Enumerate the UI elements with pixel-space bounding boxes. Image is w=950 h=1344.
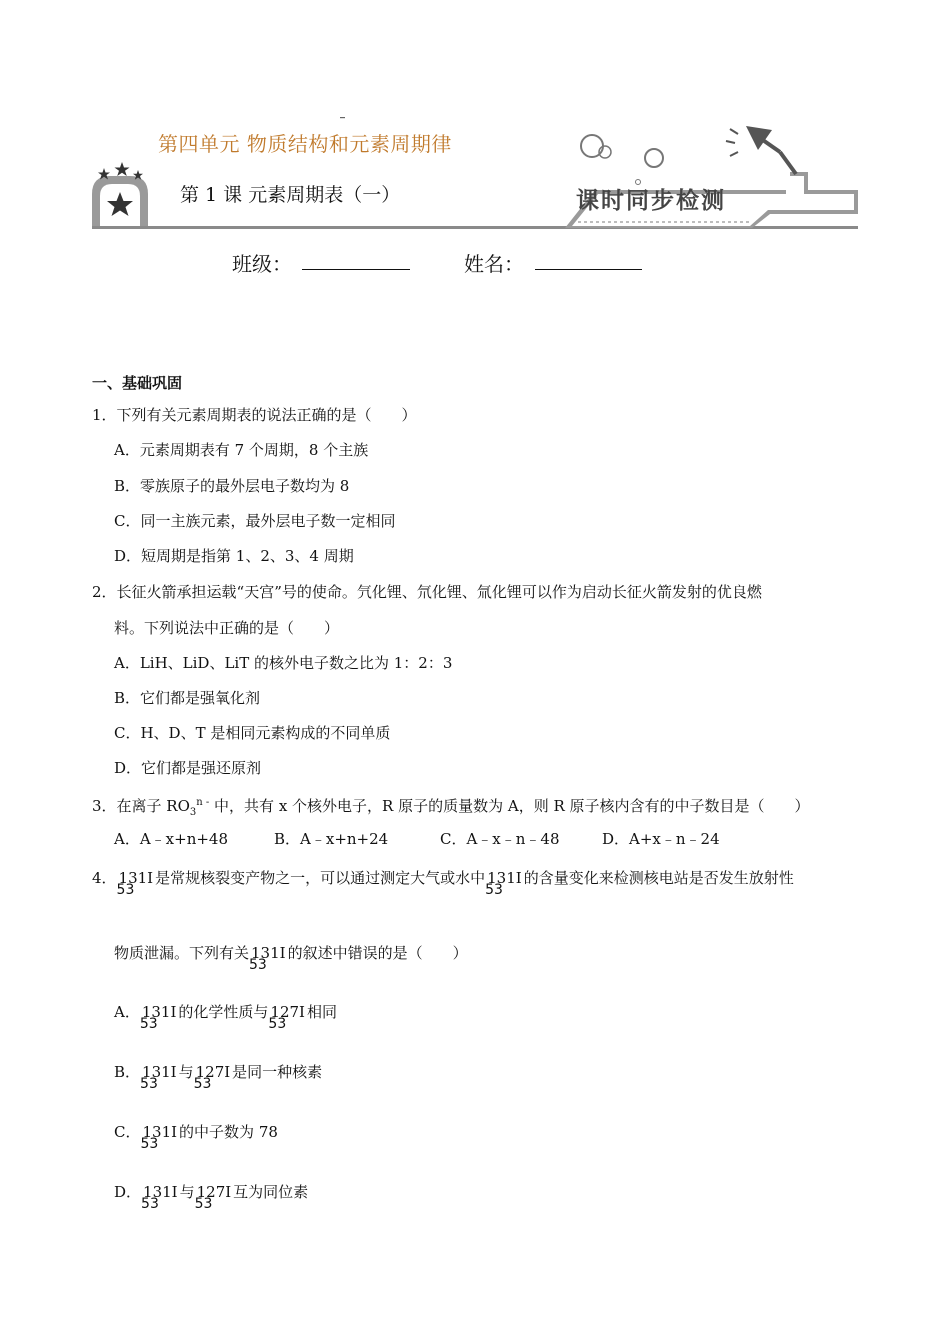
option-text: 与: [178, 1063, 194, 1081]
nuclide-z: 53: [116, 882, 135, 898]
question-number: 4．: [92, 869, 117, 887]
subscript: 3: [189, 807, 197, 818]
nuclide-i131: [139, 1002, 177, 1032]
question-stem: [92, 868, 794, 898]
name-label: 姓名：: [464, 252, 524, 276]
question-stem: 2．长征火箭承担运载“天宫”号的使命。氕化锂、氘化锂、氚化锂可以作为启动长征火箭发射的优良燃: [92, 583, 762, 601]
stem-text: 是常规核裂变产物之一，可以通过测定大气或水中: [155, 869, 486, 887]
name-field[interactable]: [535, 269, 642, 270]
option-d: D．短周期是指第 1、2、3、4 周期: [114, 547, 354, 565]
option-c: C．同一主族元素，最外层电子数一定相同: [114, 512, 396, 530]
nuclide-mass: 131I: [142, 1123, 178, 1141]
nuclide-z: 53: [249, 957, 267, 973]
option-c: [114, 1122, 278, 1152]
superscript: n -: [196, 797, 210, 808]
stem-text: 物质泄漏。下列有关: [114, 944, 250, 962]
option-a: A．A﹣x+n+48: [114, 830, 229, 848]
class-label: 班级：: [232, 252, 292, 276]
stem-text: 的含量变化来检测核电站是否发生放射性: [523, 869, 794, 887]
unit-title: 第四单元 物质结构和元素周期律: [158, 132, 452, 156]
option-label: B．: [114, 1063, 141, 1081]
option-d: [114, 1182, 309, 1212]
option-b: B．A﹣x+n+24: [274, 830, 389, 848]
option-text: 的化学性质与: [178, 1003, 269, 1021]
desk-lamp-icon: [726, 126, 796, 174]
nuclide-mass: 131I: [487, 869, 522, 887]
nuclide-mass: 131I: [251, 944, 286, 962]
option-label: A．: [114, 1003, 140, 1021]
star-badge-icon: [92, 162, 148, 228]
nuclide-z: 53: [268, 1016, 287, 1032]
nuclide-mass: 131I: [118, 869, 154, 887]
banner-tag: 课时同步检测: [576, 188, 726, 214]
nuclide-i127: [194, 1182, 232, 1212]
option-d: D．它们都是强还原剂: [114, 759, 262, 777]
stem-pre: 3．在离子 RO: [92, 797, 190, 815]
nuclide-z: 53: [140, 1076, 158, 1092]
option-text: 是同一种核素: [232, 1063, 323, 1081]
nuclide-mass: 127I: [195, 1063, 231, 1081]
option-label: C．: [114, 1123, 141, 1141]
nuclide-i131: [140, 1062, 177, 1092]
nuclide-i131: [485, 868, 522, 898]
lesson-title: 第 1 课 元素周期表（一）: [180, 184, 401, 206]
option-b: [114, 1062, 323, 1092]
nuclide-mass: 127I: [270, 1003, 305, 1021]
nuclide-i131: [140, 1122, 178, 1152]
option-c: C．A﹣x﹣n﹣48: [440, 830, 560, 848]
option-b: B．零族原子的最外层电子数均为 8: [114, 477, 350, 495]
nuclide-z: 53: [140, 1136, 159, 1152]
question-stem-cont: 料。下列说法中正确的是（ ）: [114, 619, 340, 637]
nuclide-z: 53: [485, 882, 503, 898]
nuclide-i127: [268, 1002, 305, 1032]
option-text: 与: [179, 1183, 195, 1201]
option-text: 的中子数为 78: [179, 1123, 278, 1141]
nuclide-z: 53: [141, 1196, 159, 1212]
question-stem: [92, 793, 810, 823]
option-text: 相同: [306, 1003, 337, 1021]
option-d: D．A+x﹣n﹣24: [602, 830, 720, 848]
question-stem: 1．下列有关元素周期表的说法正确的是（ ）: [92, 406, 417, 424]
option-a: A．LiH、LiD、LiT 的核外电子数之比为 1：2：3: [114, 654, 453, 672]
nuclide-mass: 127I: [196, 1183, 232, 1201]
option-a: A．元素周期表有 7 个周期，8 个主族: [114, 441, 369, 459]
question-stem-cont: [114, 943, 468, 973]
option-label: D．: [114, 1183, 142, 1201]
nuclide-z: 53: [139, 1016, 158, 1032]
nuclide-i131: [141, 1182, 178, 1212]
stem-text: 的叙述中错误的是（ ）: [287, 944, 468, 962]
nuclide-z: 53: [194, 1196, 213, 1212]
nuclide-mass: 131I: [143, 1183, 178, 1201]
nuclide-z: 53: [193, 1076, 212, 1092]
nuclide-i131: [249, 943, 286, 973]
option-text: 互为同位素: [233, 1183, 309, 1201]
class-field[interactable]: [302, 269, 410, 270]
nuclide-i131: [116, 868, 154, 898]
nuclide-mass: 131I: [142, 1063, 177, 1081]
option-a: [114, 1002, 337, 1032]
nuclide-i127: [193, 1062, 231, 1092]
section-title: 一、基础巩固: [92, 374, 183, 392]
option-b: B．它们都是强氧化剂: [114, 689, 261, 707]
nuclide-mass: 131I: [141, 1003, 177, 1021]
stem-post: 中，共有 x 个核外电子，R 原子的质量数为 A，则 R 原子核内含有的中子数目是（ ）: [209, 797, 810, 815]
option-c: C．H、D、T 是相同元素构成的不同单质: [114, 724, 391, 742]
